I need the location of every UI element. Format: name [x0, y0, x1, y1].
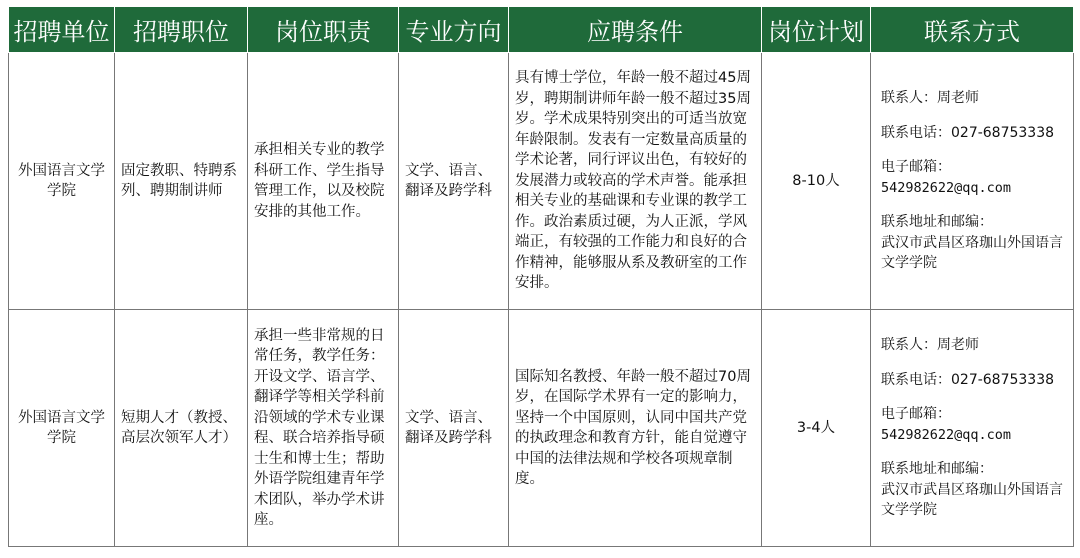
email-value[interactable]: 542982622@qq.com	[881, 179, 1012, 196]
email-value[interactable]: 542982622@qq.com	[881, 426, 1012, 443]
position-cell: 短期人才（教授、高层次领军人才）	[115, 310, 248, 547]
position-cell: 固定教职、特聘系列、聘期制讲师	[115, 53, 248, 310]
contact-cell	[871, 310, 1074, 547]
major-cell: 文学、语言、翻译及跨学科	[399, 310, 509, 547]
email-label: 电子邮箱：	[881, 406, 951, 423]
address-label: 联系地址和邮编：	[881, 461, 993, 478]
header-major: 专业方向	[399, 7, 509, 53]
contact-phone: 联系电话：027-68753338	[881, 124, 1055, 141]
contact-email	[881, 157, 1067, 198]
contact-person: 联系人：周老师	[881, 337, 979, 354]
header-plan: 岗位计划	[762, 7, 871, 53]
header-row	[9, 7, 1074, 53]
unit-cell: 外国语言文学学院	[9, 53, 115, 310]
contact-phone: 联系电话：027-68753338	[881, 371, 1055, 388]
header-contact: 联系方式	[871, 7, 1074, 53]
plan-cell: 8-10人	[762, 53, 871, 310]
major-cell: 文学、语言、翻译及跨学科	[399, 53, 509, 310]
contact-cell	[871, 53, 1074, 310]
address-value: 武汉市武昌区珞珈山外国语言文学学院	[881, 234, 1063, 272]
header-requirements: 应聘条件	[509, 7, 762, 53]
header-position: 招聘职位	[115, 7, 248, 53]
contact-address	[881, 212, 1067, 274]
duty-cell: 承担相关专业的教学科研工作、学生指导管理工作，以及校院安排的其他工作。	[248, 53, 399, 310]
header-duty: 岗位职责	[248, 7, 399, 53]
email-label: 电子邮箱：	[881, 159, 951, 176]
recruitment-table-wrapper	[8, 6, 1074, 547]
contact-person: 联系人：周老师	[881, 90, 979, 107]
address-value: 武汉市武昌区珞珈山外国语言文学学院	[881, 481, 1063, 519]
requirements-cell: 国际知名教授、年龄一般不超过70周岁，在国际学术界有一定的影响力，坚持一个中国原则，认同中国共产党的执政理念和教育方针，能自觉遵守中国的法律法规和学校各项规章制度。	[509, 310, 762, 547]
address-label: 联系地址和邮编：	[881, 214, 993, 231]
duty-cell: 承担一些非常规的日常任务，教学任务：开设文学、语言学、翻译学等相关学科前沿领域的学术专业课程、联合培养指导硕士生和博士生；帮助外语学院组建青年学术团队，举办学术讲座。	[248, 310, 399, 547]
unit-cell: 外国语言文学学院	[9, 310, 115, 547]
recruitment-table	[8, 6, 1074, 547]
contact-email	[881, 404, 1067, 445]
table-row	[9, 310, 1074, 547]
header-unit: 招聘单位	[9, 7, 115, 53]
plan-cell: 3-4人	[762, 310, 871, 547]
table-row	[9, 53, 1074, 310]
contact-address	[881, 459, 1067, 521]
requirements-cell: 具有博士学位，年龄一般不超过45周岁，聘期制讲师年龄一般不超过35周岁。学术成果特别突出的可适当放宽年龄限制。发表有一定数量高质量的学术论著，同行评议出色，有较好的发展潜力或较高的学术声誉。能承担相关专业的基础课和专业课的教学工作。政治素质过硬，为人正派，学风端正，有较强的工作能力和良好的合作精神，能够服从系及教研室的工作安排。	[509, 53, 762, 310]
